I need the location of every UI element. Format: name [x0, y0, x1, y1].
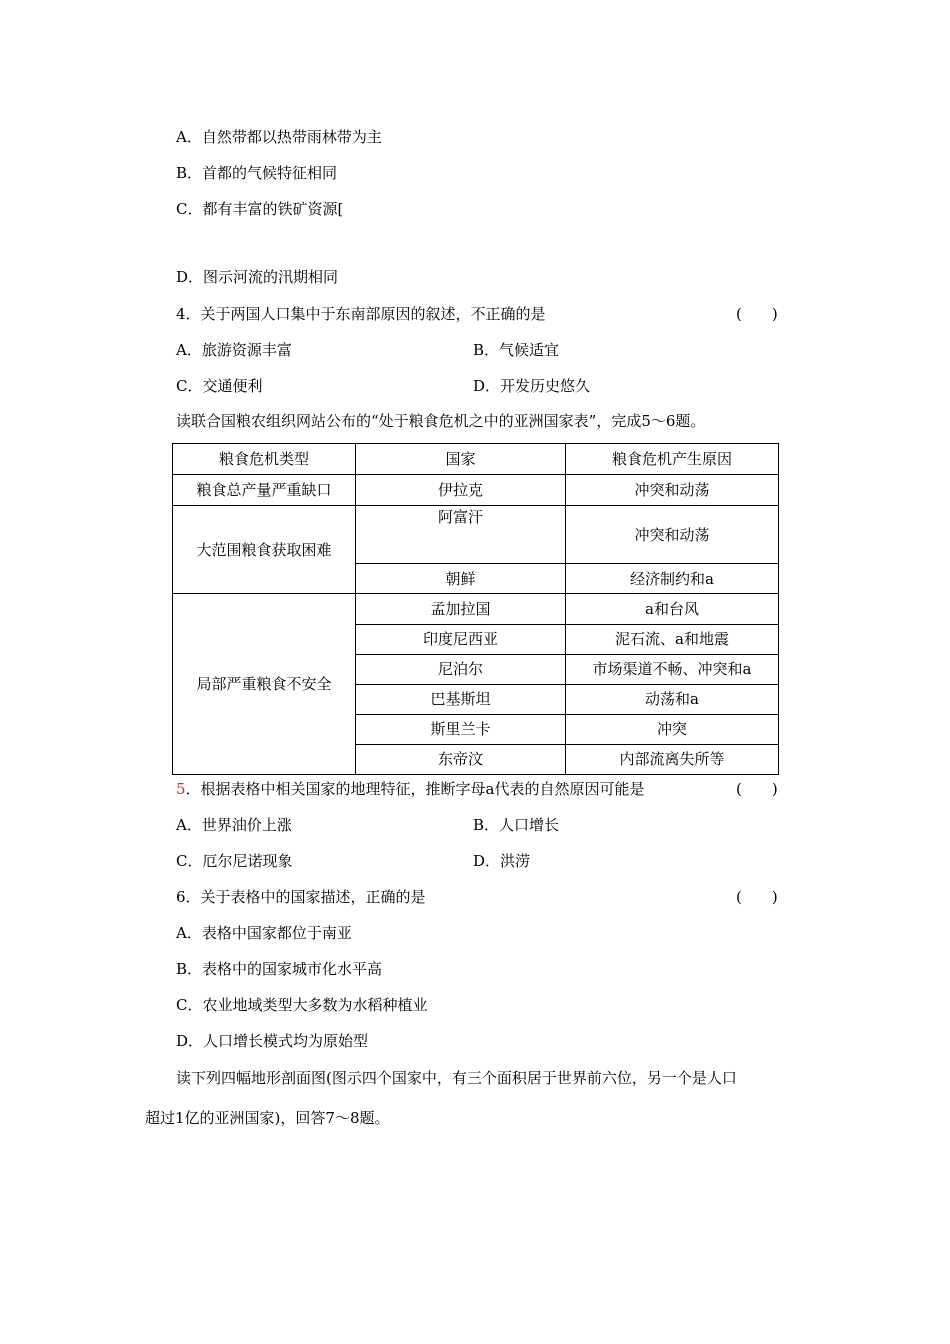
- q3-option-c: C．都有丰富的铁矿资源[: [176, 200, 344, 218]
- intro-7-8-line1: 读下列四幅地形剖面图(图示四个国家中，有三个面积居于世界前六位，另一个是人口: [176, 1069, 737, 1087]
- table-row: [173, 506, 779, 564]
- q6-option-b: B．表格中的国家城市化水平高: [176, 960, 383, 978]
- q5-option-d: D．洪涝: [473, 852, 531, 870]
- table-row: [173, 594, 779, 624]
- q4-option-d: D．开发历史悠久: [473, 377, 591, 395]
- q6-option-d: D．人口增长模式均为原始型: [176, 1032, 369, 1050]
- q6-answer-paren: ( ): [736, 888, 778, 906]
- q4-option-a: A．旅游资源丰富: [176, 341, 292, 359]
- country-cell: 印度尼西亚: [356, 624, 566, 654]
- header-reason: 粮食危机产生原因: [566, 444, 779, 475]
- table-header-row: [173, 444, 779, 475]
- q3-option-a: A．自然带都以热带雨林带为主: [176, 128, 382, 146]
- reason-cell: 冲突: [566, 714, 779, 744]
- country-cell: 孟加拉国: [356, 594, 566, 624]
- reason-cell: a和台风: [566, 594, 779, 624]
- type-cell: 大范围粮食获取困难: [173, 506, 356, 594]
- q4-option-b: B．气候适宜: [473, 341, 560, 359]
- country-cell: 伊拉克: [356, 475, 566, 506]
- q6-stem: 6．关于表格中的国家描述，正确的是: [176, 888, 426, 906]
- q5-option-c: C．厄尔尼诺现象: [176, 852, 293, 870]
- country-cell: 巴基斯坦: [356, 684, 566, 714]
- reason-cell: 市场渠道不畅、冲突和a: [566, 654, 779, 684]
- reason-cell: 内部流离失所等: [566, 744, 779, 774]
- type-cell: 局部严重粮食不安全: [173, 594, 356, 775]
- q4-option-c: C．交通便利: [176, 377, 263, 395]
- q5-number: 5: [176, 780, 186, 798]
- q4-stem: 4．关于两国人口集中于东南部原因的叙述，不正确的是: [176, 305, 546, 323]
- q5-stem: ．根据表格中相关国家的地理特征，推断字母a代表的自然原因可能是: [185, 780, 645, 798]
- country-cell: 朝鲜: [356, 564, 566, 594]
- intro-5-6: 读联合国粮农组织网站公布的“处于粮食危机之中的亚洲国家表”，完成5～6题。: [176, 412, 706, 430]
- q3-option-d: D．图示河流的汛期相同: [176, 268, 339, 286]
- type-cell: 粮食总产量严重缺口: [173, 475, 356, 506]
- intro-7-8-line2: 超过1亿的亚洲国家)，回答7～8题。: [145, 1109, 390, 1127]
- q5-answer-paren: ( ): [736, 780, 778, 798]
- reason-cell: 经济制约和a: [566, 564, 779, 594]
- header-type: 粮食危机类型: [173, 444, 356, 475]
- q5-stem-line: [176, 779, 645, 799]
- q6-option-a: A．表格中国家都位于南亚: [176, 924, 352, 942]
- table-row: [173, 475, 779, 506]
- reason-cell: 冲突和动荡: [566, 475, 779, 506]
- q5-option-b: B．人口增长: [473, 816, 560, 834]
- q6-option-c: C．农业地域类型大多数为水稻种植业: [176, 996, 428, 1014]
- reason-cell: 动荡和a: [566, 684, 779, 714]
- reason-cell: 泥石流、a和地震: [566, 624, 779, 654]
- country-cell: 尼泊尔: [356, 654, 566, 684]
- header-country: 国家: [356, 444, 566, 475]
- country-cell: 东帝汶: [356, 744, 566, 774]
- q4-answer-paren: ( ): [736, 305, 778, 323]
- country-cell: 阿富汗: [356, 506, 566, 564]
- q3-option-b: B．首都的气候特征相同: [176, 164, 338, 182]
- country-cell: 斯里兰卡: [356, 714, 566, 744]
- food-crisis-table: [172, 443, 779, 775]
- q5-option-a: A．世界油价上涨: [176, 816, 292, 834]
- reason-cell: 冲突和动荡: [566, 506, 779, 564]
